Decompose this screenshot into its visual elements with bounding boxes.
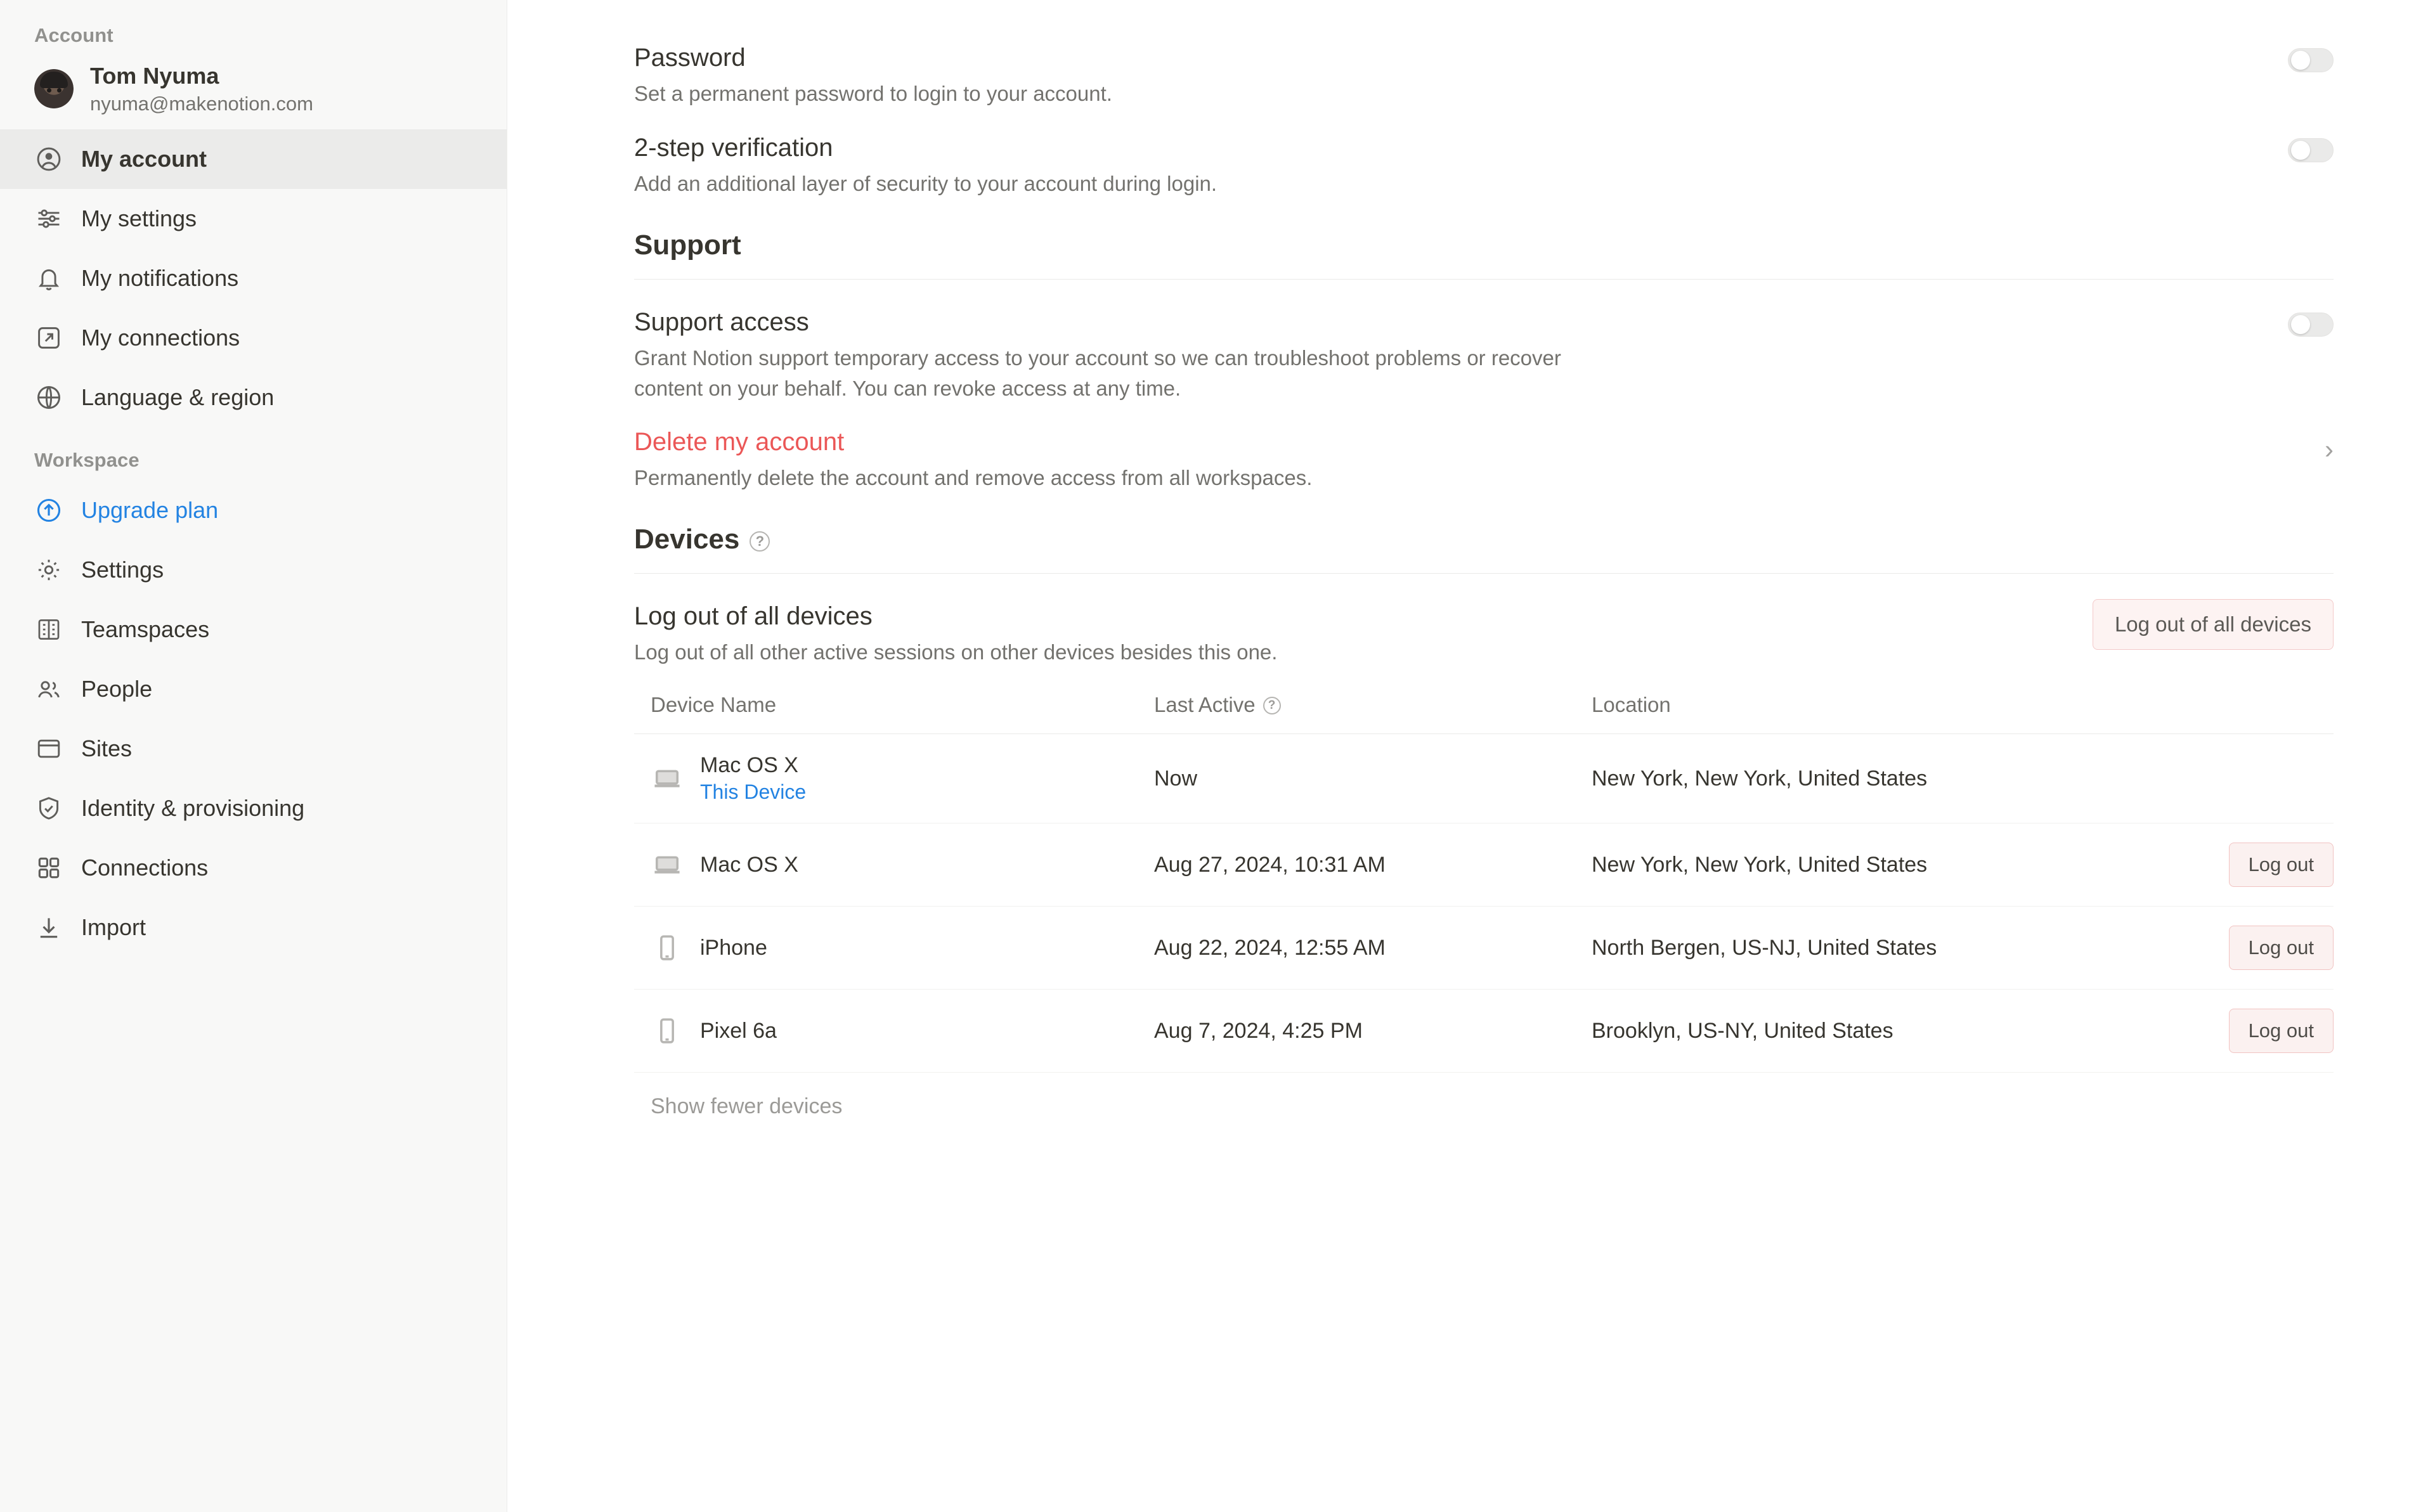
setting-delete-account[interactable]: [634, 425, 2334, 493]
column-header-device-name: Device Name: [634, 693, 1154, 734]
sidebar-section-account: Account: [34, 24, 114, 46]
setting-title: Password: [634, 44, 746, 72]
sidebar-item-label: Sites: [81, 735, 133, 762]
column-header-actions: [2143, 693, 2334, 734]
chevron-right-icon[interactable]: ›: [2325, 434, 2334, 465]
gear-icon: [34, 555, 63, 585]
support-heading: [634, 229, 2334, 261]
bell-icon: [34, 264, 63, 293]
grid-squares-icon: [34, 853, 63, 882]
delete-account-title: Delete my account: [634, 428, 845, 456]
device-name: Pixel 6a: [700, 1018, 777, 1043]
sidebar-item-label: Connections: [81, 855, 209, 881]
cell-last-active: Aug 7, 2024, 4:25 PM: [1154, 990, 1592, 1073]
avatar: [34, 69, 74, 108]
account-name: Tom Nyuma: [90, 63, 219, 89]
help-icon[interactable]: ?: [750, 531, 770, 552]
setting-title: Support access: [634, 307, 809, 336]
setting-description: Add an additional layer of security to your account during login.: [634, 171, 1218, 195]
help-icon[interactable]: ?: [1263, 697, 1281, 714]
sidebar-item-sites[interactable]: [0, 719, 507, 779]
browser-window-icon: [34, 734, 63, 763]
table-row: [634, 734, 2334, 824]
sidebar-item-import[interactable]: [0, 898, 507, 957]
devices-heading-label: Devices: [634, 524, 740, 555]
setting-password: [634, 41, 2334, 109]
building-icon: [34, 615, 63, 644]
sidebar-item-language-region[interactable]: [0, 368, 507, 427]
cell-action: [2143, 734, 2334, 824]
log-out-all-devices-button[interactable]: Log out of all devices: [2093, 599, 2334, 650]
support-access-toggle[interactable]: [2288, 313, 2334, 337]
arrow-up-circle-icon: [34, 496, 63, 525]
cell-device-name: [634, 824, 1154, 907]
cell-location: New York, New York, United States: [1592, 824, 2143, 907]
sidebar-item-settings[interactable]: [0, 540, 507, 600]
globe-icon: [34, 383, 63, 412]
account-card[interactable]: [0, 56, 507, 129]
sidebar-item-label: Settings: [81, 557, 164, 583]
column-header-location: Location: [1592, 693, 2143, 734]
table-row: [634, 990, 2334, 1073]
cell-action: [2143, 990, 2334, 1073]
setting-logout-all-devices: [634, 599, 2334, 668]
laptop-icon: [651, 762, 684, 795]
column-header-last-active-label: Last Active: [1154, 693, 1256, 717]
sidebar-item-connections[interactable]: [0, 838, 507, 898]
setting-description: Set a permanent password to login to your account.: [634, 82, 1112, 105]
sidebar-item-identity-provisioning[interactable]: [0, 779, 507, 838]
setting-support-access: [634, 305, 2334, 404]
sidebar-item-label: Upgrade plan: [81, 497, 219, 524]
cell-location: Brooklyn, US-NY, United States: [1592, 990, 2143, 1073]
column-header-last-active: [1154, 693, 1592, 734]
cell-last-active: Aug 22, 2024, 12:55 AM: [1154, 907, 1592, 990]
delete-account-description: Permanently delete the account and remove access from all workspaces.: [634, 466, 1313, 490]
sidebar-item-my-account[interactable]: [0, 129, 507, 189]
cell-location: North Bergen, US-NJ, United States: [1592, 907, 2143, 990]
this-device-badge: This Device: [700, 780, 807, 804]
sidebar-section-workspace: Workspace: [34, 449, 140, 472]
sidebar-item-teamspaces[interactable]: [0, 600, 507, 659]
sidebar-item-label: Identity & provisioning: [81, 795, 305, 822]
devices-table: [634, 693, 2334, 1073]
sidebar-item-label: Teamspaces: [81, 616, 210, 643]
sidebar-item-label: Import: [81, 914, 146, 941]
setting-description: Grant Notion support temporary access to your account so we can troubleshoot problems or recover content on your behalf. You can revoke access at any time.: [634, 346, 1561, 400]
phone-icon: [651, 1014, 684, 1047]
show-fewer-devices-link[interactable]: Show fewer devices: [651, 1094, 843, 1119]
sidebar-item-label: My account: [81, 146, 207, 172]
setting-title: 2-step verification: [634, 133, 833, 162]
sliders-icon: [34, 204, 63, 233]
sidebar-item-label: My connections: [81, 325, 240, 351]
log-out-device-button[interactable]: Log out: [2229, 926, 2334, 970]
arrow-out-box-icon: [34, 323, 63, 352]
log-out-device-button[interactable]: Log out: [2229, 1009, 2334, 1053]
logout-all-description: Log out of all other active sessions on other devices besides this one.: [634, 640, 1278, 664]
table-row: [634, 907, 2334, 990]
sidebar-item-label: People: [81, 676, 153, 702]
sidebar-item-label: Language & region: [81, 384, 275, 411]
divider: [634, 279, 2334, 280]
table-header-row: [634, 693, 2334, 734]
sidebar: [0, 0, 507, 1512]
cell-last-active: Aug 27, 2024, 10:31 AM: [1154, 824, 1592, 907]
download-arrow-icon: [34, 913, 63, 942]
cell-last-active: Now: [1154, 734, 1592, 824]
cell-action: [2143, 824, 2334, 907]
table-row: [634, 824, 2334, 907]
sidebar-item-label: My settings: [81, 205, 197, 232]
shield-check-icon: [34, 794, 63, 823]
support-heading-label: Support: [634, 229, 741, 261]
setting-two-step-verification: [634, 131, 2334, 199]
two-step-verification-toggle[interactable]: [2288, 138, 2334, 162]
cell-device-name: [634, 990, 1154, 1073]
cell-action: [2143, 907, 2334, 990]
sidebar-item-label: My notifications: [81, 265, 239, 292]
laptop-icon: [651, 848, 684, 881]
devices-heading: [634, 524, 2334, 555]
cell-device-name: [634, 734, 1154, 824]
phone-icon: [651, 931, 684, 964]
divider: [634, 573, 2334, 574]
sidebar-item-my-notifications[interactable]: [0, 249, 507, 308]
user-circle-icon: [34, 145, 63, 174]
device-name: Mac OS X: [700, 753, 798, 778]
cell-device-name: [634, 907, 1154, 990]
sidebar-item-upgrade-plan[interactable]: [0, 481, 507, 540]
logout-all-title: Log out of all devices: [634, 602, 873, 631]
account-email: nyuma@makenotion.com: [90, 93, 313, 115]
cell-location: New York, New York, United States: [1592, 734, 2143, 824]
log-out-device-button[interactable]: Log out: [2229, 843, 2334, 887]
device-name: iPhone: [700, 935, 767, 960]
people-icon: [34, 675, 63, 704]
sidebar-item-people[interactable]: [0, 659, 507, 719]
settings-main-panel: [507, 0, 2435, 1512]
sidebar-item-my-connections[interactable]: [0, 308, 507, 368]
sidebar-item-my-settings[interactable]: [0, 189, 507, 249]
device-name: Mac OS X: [700, 852, 798, 877]
password-toggle[interactable]: [2288, 48, 2334, 72]
